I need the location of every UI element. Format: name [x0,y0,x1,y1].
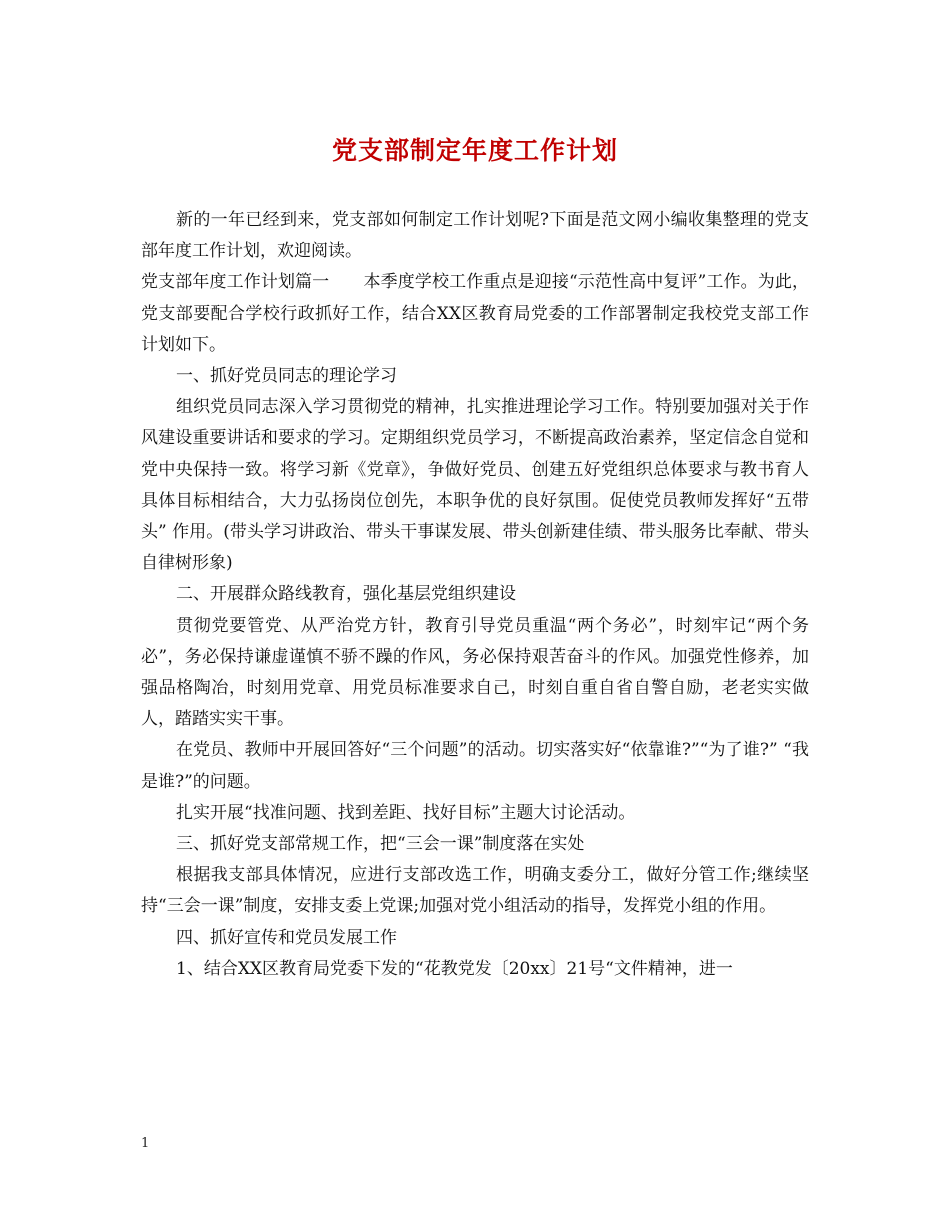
document-title: 党支部制定年度工作计划 [331,136,618,165]
paragraph: 新的一年已经到来，党支部如何制定工作计划呢?下面是范文网小编收集整理的党支部年度工作计划，欢迎阅读。 [141,210,809,262]
paragraph: 组织党员同志深入学习贯彻党的精神，扎实推进理论学习工作。特别要加强对关于作风建设重要讲话和要求的学习。定期组织党员学习，不断提高政治素养，坚定信念自觉和党中央保持一致。将学习新《党章》，争做好党员、创建五好党组织总体要求与教书育人具体目标相结合，大力弘扬岗位创先，本职争优的良好氛围。促使党员教师发挥好“五带头” 作用。(带头学习讲政治、带头干事谋发展、带头创新建佳绩、带头服务比奉献、带头自律树形象) [141,397,809,574]
paragraph: 四、抓好宣传和党员发展工作 [176,927,397,948]
paragraph: 三、抓好党支部常规工作，把“三会一课”制度落在实处 [176,834,585,855]
paragraph: 二、开展群众路线教育，强化基层党组织建设 [176,584,516,605]
paragraph: 根据我支部具体情况，应进行支部改选工作，明确支委分工，做好分管工作;继续坚持“三会一课”制度，安排支委上党课;加强对党小组活动的指导，发挥党小组的作用。 [141,865,809,917]
document-body [141,205,809,985]
paragraph: 党支部年度工作计划篇一 本季度学校工作重点是迎接“示范性高中复评”工作。为此，党支部要配合学校行政抓好工作，结合XX区教育局党委的工作部署制定我校党支部工作计划如下。 [141,272,809,355]
page-number: 1 [141,1136,150,1151]
paragraph: 一、抓好党员同志的理论学习 [176,366,397,387]
paragraph: 扎实开展“找准问题、找到差距、找好目标”主题大讨论活动。 [176,802,636,823]
paragraph: 1、结合XX区教育局党委下发的“花教党发〔20xx〕21号“文件精神，进一 [176,958,733,979]
paragraph: 贯彻党要管党、从严治党方针，教育引导党员重温“两个务必”，时刻牢记“两个务必”，务必保持谦虚谨慎不骄不躁的作风，务必保持艰苦奋斗的作风。加强党性修养，加强品格陶冶，时刻用党章、用党员标准要求自己，时刻自重自省自警自励，老老实实做人，踏踏实实干事。 [141,615,809,730]
paragraph: 在党员、教师中开展回答好“三个问题”的活动。切实落实好“依靠谁?”“为了谁?” “我是谁?”的问题。 [141,740,809,792]
